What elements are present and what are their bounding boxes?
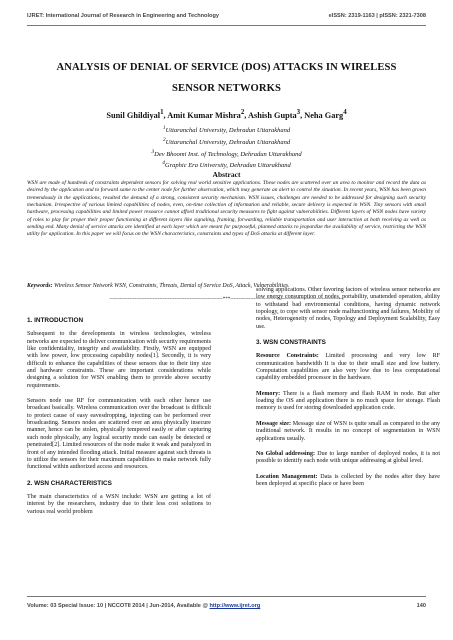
constraint-term: Memory:	[256, 390, 281, 397]
affiliation: $^2$Uttaranchal University, Dehradun Uttarakhand	[162, 136, 291, 146]
paragraph: solving applications. Other favoring factors of wireless sensor networks are low energy consumption of nodes, portability, unattended operation, ability to withstand bad environmental conditions, having dynamic network topology, to cope with sensor node malfunctioning and failures, Mobility of nodes, Heterogeneity of nodes, Topology and Deployment Scalability, Easy use.	[256, 287, 440, 330]
keywords-text: Wireless Sensor Network WSN, Constraints, Threats, Denial of Service DoS, Attack, Vulnerabilities.	[54, 283, 290, 289]
paragraph: Subsequent to the developments in wireless technologies, wireless networks are expected to deliver communication with security requirements like confidentiality, integrity and availability. Firstly, WSN are equipped with low power, low processing capability nodes[1]. Secondly, it is very difficult to enhance the capabilities of these sensors due to their tiny size and hardware constraints. These are important considerations while designing a solution for WSN enabling them to provide above security requirements.	[27, 331, 211, 389]
journal-link[interactable]: http://www.ijret.org	[209, 603, 261, 609]
journal-header	[27, 13, 426, 19]
constraint-item: Message size: Message size of WSN is quite small as compared to the any traditional network. It results in no concept of segmentation in WSN applications usually.	[256, 420, 440, 442]
page-number: 140	[416, 603, 426, 609]
author-list: Sunil Ghildiyal$^1$, Amit Kumar Mishra$^2$, Ashish Gupta$^3$, Neha Garg$^4$	[106, 109, 347, 120]
affiliation: $^1$Uttaranchal University, Dehradun Uttarakhand	[162, 125, 291, 135]
header-rule	[27, 25, 426, 26]
author-name: Neha Garg	[304, 110, 344, 120]
affiliation-list	[27, 124, 426, 171]
section-heading-characteristics: 2. WSN CHARACTERISTICS	[27, 479, 112, 487]
constraint-term: Resource Constraints:	[256, 353, 319, 360]
section-heading-introduction: 1. INTRODUCTION	[27, 317, 84, 324]
author-name: Sunil Ghildiyal	[106, 110, 161, 120]
section-divider: --------------------------------------------------------------------***--------------------------------------------------------------------	[109, 297, 344, 302]
constraint-item: Location Management: Data is collected by the nodes after they have been deployed at specific place or have been	[256, 473, 440, 487]
keywords-label: Keywords:	[27, 283, 53, 289]
left-column	[27, 317, 211, 524]
paper-title: ANALYSIS OF DENIAL OF SERVICE (DOS) ATTACKS IN WIRELESS SENSOR NETWORKS	[56, 62, 397, 94]
abstract-text: WSN are made of hundreds of constraints dependent sensors for solving real world sensitive applications. These nodes are scattered over an area to monitor and record the data as desired by the application and to forward same to the center node for further observation, which may generate an alert to control the situation. In recent years, WSN has been grown tremendously in the applications, resulted the demand of a strong, consistent security mechanism. WSN issues, challenges are needed to be addressed for designing such security mechanism. Irrespective of various limited capabilities of nodes, even, on-time collection of information and reliable, secure delivery is expected in WSN. Tiny sensors with small hardware, processing capabilities and limited power resource cannot afford traditional security measures to fight against vulnerabilities. Different layers of WSN nodes have variety of roles to play for proper their proper functioning at different layers like signaling, framing, forwarding, reliable transportation and user interaction at both receiving as well as sending end. Many denial of service attacks are identified at each layer which are meant for purposeful, planned attacks to jeopardize the availability of service, restricting the WSN utility for application. In this paper we will focus on the WSN characteristics, constraints and types of DoS attacks at different layer.	[27, 180, 426, 238]
journal-issn: eISSN: 2319-1163 | pISSN: 2321-7308	[328, 13, 426, 19]
footer-rule	[27, 596, 426, 597]
abstract-heading: Abstract	[212, 170, 241, 179]
author-sup: 3	[296, 109, 301, 116]
constraint-item: Resource Constraints: Limited processing and very low RF communication bandwidth It is due to their small size and low battery. Computation capabilities are also very low due to less computational capability embedded processor in the hardware.	[256, 353, 441, 382]
page-footer	[27, 603, 426, 609]
section-heading-constraints: 3. WSN CONSTRAINTS	[256, 339, 326, 347]
author-name: Ashish Gupta	[247, 110, 297, 120]
affiliation: $^4$Graphic Era University, Dehradun Uttarakhand	[162, 160, 291, 170]
constraint-term: Location Management:	[256, 473, 318, 480]
author-name: Amit Kumar Mishra	[167, 110, 241, 120]
right-column	[256, 287, 440, 496]
journal-name: IJRET: International Journal of Research in Engineering and Technology	[27, 13, 219, 19]
affiliation: $^3$Dev Bhoomi Inst. of Technology, Dehradun Uttarakhand	[151, 148, 302, 158]
constraint-item: No Global addressing: Due to large number of deployed nodes, it is not possible to identify each node with unique addressing at global level.	[256, 450, 441, 465]
constraint-item: Memory: There is a flash memory and flash RAM in node. But after loading the OS and application there is no much space for storage. Flash memory is used for storing downloaded application code.	[256, 390, 440, 412]
constraint-term: Message size:	[256, 420, 292, 427]
paragraph: Sensors node use RF for communication with each other hence use broadcast basically. Wireless communication over the broadcast is difficult to protect cause of easy eavesdropping, injecting can be performed over broadcasting. Sensors nodes are scattered over an area physically insecure manner, hence can be stolen, physically tempered easily or after capturing such node physically, any logical security mode can easily be detected or penetrated[2]. Limited resources of the node make it weak and paralyzed in front of any intended flooding attack. Initial measure against such threats is to utilize the sensors for their maximum capabilities to make network fully functional within authorized access and resources.	[27, 398, 211, 471]
constraint-term: No Global addressing:	[256, 450, 316, 457]
author-sup: 2	[240, 109, 245, 116]
paragraph: The main characteristics of a WSN include: WSN are getting a lot of interest by the researchers, industry due to their less cost solutions to various real world problem	[27, 493, 211, 515]
author-sup: 1	[160, 109, 164, 116]
footer-citation: Volume: 03 Special Issue: 10 | NCCOTII 2014 | Jun-2014, Available @ http://www.ijret.org	[27, 603, 261, 609]
author-sup: 4	[343, 109, 347, 116]
